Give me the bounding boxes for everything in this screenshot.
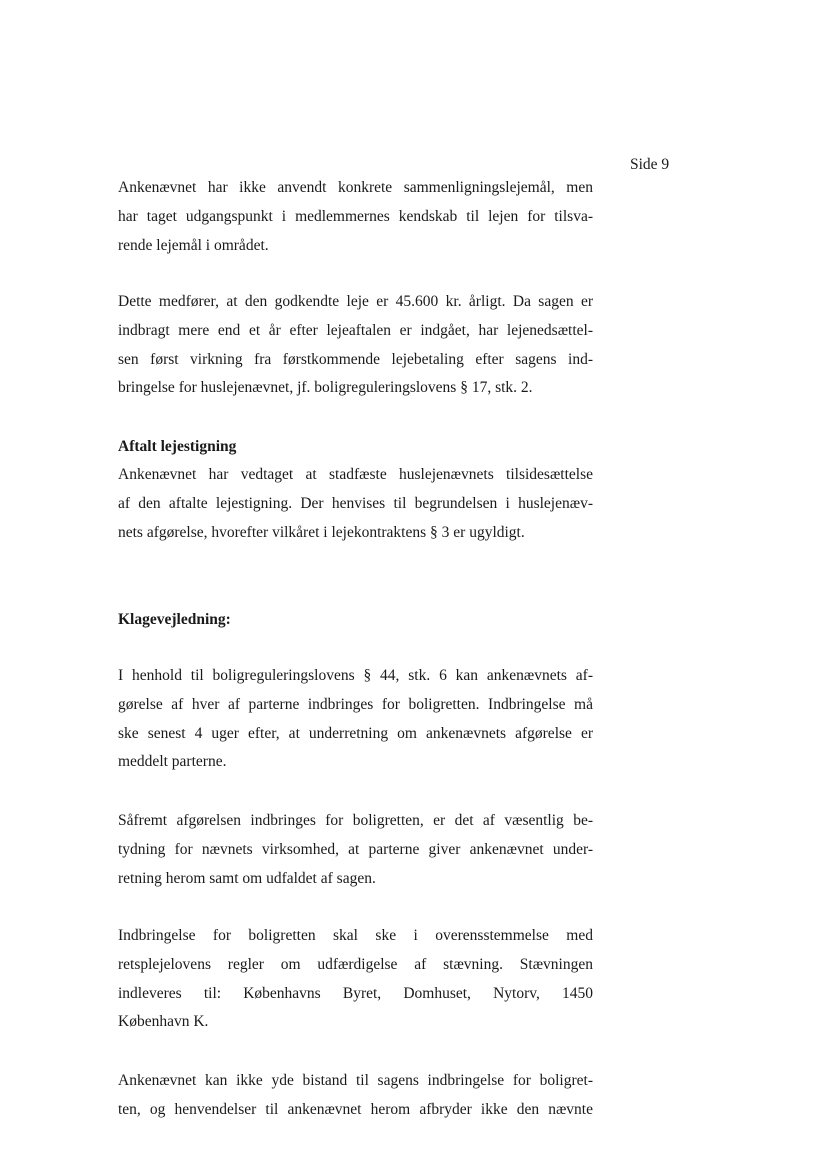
text-line: retning herom samt om udfaldet af sagen.: [118, 869, 376, 887]
text-line: tydning for nævnets virksomhed, at parterne giver ankenævnet under-: [118, 840, 593, 858]
text-line: Ankenævnet har ikke anvendt konkrete sammenligningslejemål, men: [118, 179, 593, 196]
paragraph-agreed-increase: [118, 461, 593, 547]
section-heading-aftalt-lejestigning: Aftalt lejestigning: [118, 438, 237, 455]
text-line: indbragt mere end et år efter lejeaftalen er indgået, har lejenedsættel-: [118, 321, 593, 339]
text-line: indleveres til: Københavns Byret, Domhuset, Nytorv, 1450: [118, 984, 593, 1002]
paragraph-approved-rent: [118, 288, 593, 403]
text-line: retsplejelovens regler om udfærdigelse af stævning. Stævningen: [118, 955, 593, 973]
paragraph-appeal-rules: [118, 662, 593, 777]
text-line: Ankenævnet kan ikke yde bistand til sagens indbringelse for boligret-: [118, 1072, 593, 1089]
text-line: ten, og henvendelser til ankenævnet herom afbryder ikke den nævnte: [118, 1100, 593, 1118]
text-line: ske senest 4 uger efter, at underretning om ankenævnets afgørelse er: [118, 724, 593, 742]
text-line: Ankenævnet har vedtaget at stadfæste huslejenævnets tilsidesættelse: [118, 466, 593, 483]
paragraph-notification: [118, 807, 593, 893]
page-number: Side 9: [630, 156, 670, 173]
text-line: Såfremt afgørelsen indbringes for boligretten, er det af væsentlig be-: [118, 812, 593, 829]
text-line: København K.: [118, 1013, 209, 1031]
text-line: af den aftalte lejestigning. Der henvises til begrundelsen i huslejenæv-: [118, 494, 593, 512]
text-line: sen først virkning fra førstkommende lejebetaling efter sagens ind-: [118, 350, 593, 368]
text-line: rende lejemål i området.: [118, 236, 269, 254]
text-line: har taget udgangspunkt i medlemmernes kendskab til lejen for tilsva-: [118, 207, 593, 225]
text-line: Indbringelse for boligretten skal ske i overensstemmelse med: [118, 927, 593, 944]
text-line: I henhold til boligreguleringslovens § 44, stk. 6 kan ankenævnets af-: [118, 667, 593, 684]
text-line: gørelse af hver af parterne indbringes for boligretten. Indbringelse må: [118, 695, 593, 713]
text-line: nets afgørelse, hvorefter vilkåret i lejekontraktens § 3 er ugyldigt.: [118, 523, 525, 541]
section-heading-klagevejledning: Klagevejledning:: [118, 611, 231, 628]
paragraph-comparison-basis: [118, 174, 593, 260]
text-line: Dette medfører, at den godkendte leje er 45.600 kr. årligt. Da sagen er: [118, 293, 593, 310]
paragraph-court-filing: [118, 922, 593, 1037]
text-line: meddelt parterne.: [118, 753, 227, 771]
paragraph-no-assistance: [118, 1067, 593, 1125]
text-line: bringelse for huslejenævnet, jf. boligreguleringslovens § 17, stk. 2.: [118, 379, 533, 397]
